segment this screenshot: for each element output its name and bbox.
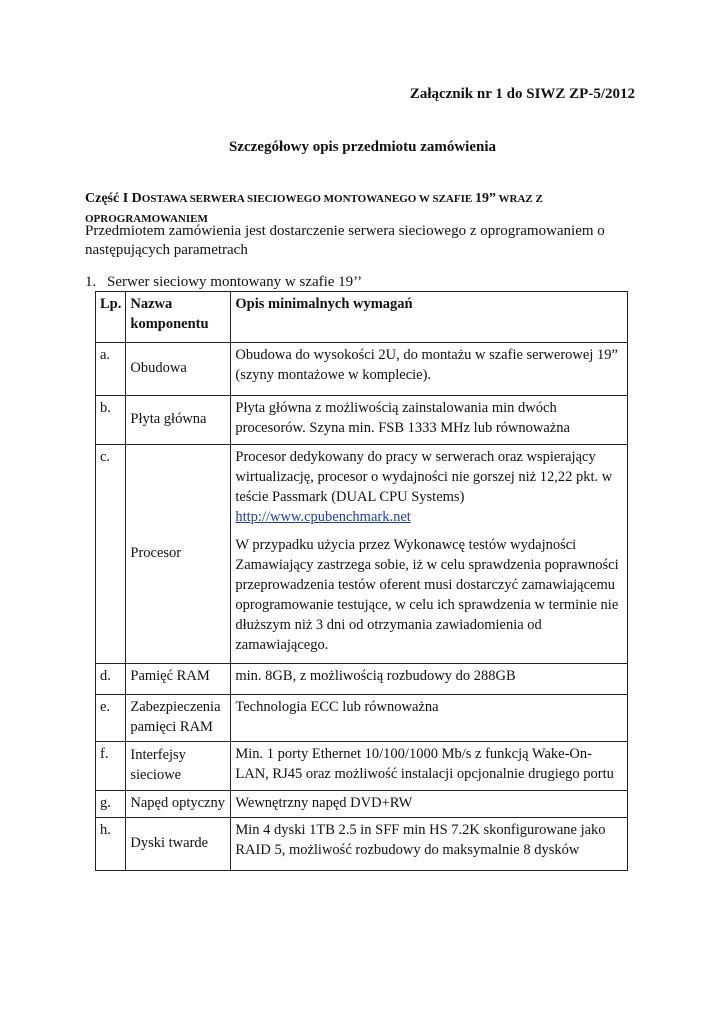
row-component: Płyta główna [126, 396, 231, 445]
spec-table [95, 291, 628, 871]
row-component: Procesor [126, 445, 231, 664]
row-lp: b. [96, 396, 126, 445]
row-lp: g. [96, 791, 126, 818]
table-row [96, 396, 628, 445]
row-lp: h. [96, 818, 126, 871]
row-lp: d. [96, 664, 126, 695]
list-item-number: 1. [85, 274, 97, 290]
part-heading-text-1: OSTAWA SERWERA SIECIOWEGO MONTOWANEGO W SZAFIE [141, 193, 475, 205]
processor-requirement-text: Procesor dedykowany do pracy w serwerach oraz wspierający wirtualizację, procesor o wydajności nie gorszej niż 12,22 pkt. w teście Passmark (DUAL CPU Systems) [235, 449, 613, 505]
list-item-1 [85, 273, 362, 292]
row-requirement: Obudowa do wysokości 2U, do montażu w szafie serwerowej 19” (szyny montażowe w komplecie). [231, 343, 628, 396]
row-component: Pamięć RAM [126, 664, 231, 695]
table-row [96, 343, 628, 396]
part-heading-initial: D [131, 191, 142, 206]
row-lp: c. [96, 445, 126, 664]
table-row [96, 445, 628, 664]
part-heading-lead: Część I [85, 191, 132, 206]
row-lp: e. [96, 695, 126, 742]
row-component: Zabezpieczenia pamięci RAM [126, 695, 231, 742]
row-lp: a. [96, 343, 126, 396]
row-requirement: Wewnętrzny napęd DVD+RW [231, 791, 628, 818]
list-item-text: Serwer sieciowy montowany w szafie 19’’ [107, 274, 363, 290]
table-row [96, 695, 628, 742]
table-header-row [96, 292, 628, 343]
intro-paragraph: Przedmiotem zamówienia jest dostarczenie serwera sieciowego z oprogramowaniem o następujących parametrach [85, 223, 605, 258]
attachment-label: Załącznik nr 1 do SIWZ ZP-5/2012 [409, 86, 635, 102]
row-component: Obudowa [126, 343, 231, 396]
row-component: Dyski twarde [126, 818, 231, 871]
part-heading-text-2: WRAZ Z OPROGRAMOWANIEM [85, 193, 543, 225]
row-requirement: Min 4 dyski 1TB 2.5 in SFF min HS 7.2K skonfigurowane jako RAID 5, możliwość rozbudowy do maksymalnie 8 dysków [231, 818, 628, 871]
table-row [96, 742, 628, 791]
table-row [96, 664, 628, 695]
document-title: Szczegółowy opis przedmiotu zamówienia [228, 139, 497, 155]
header-component-name: Nazwa komponentu [126, 292, 231, 343]
table-row [96, 818, 628, 871]
row-requirement [231, 445, 628, 664]
row-lp: f. [96, 742, 126, 791]
row-requirement: min. 8GB, z możliwością rozbudowy do 288GB [231, 664, 628, 695]
row-requirement: Min. 1 porty Ethernet 10/100/1000 Mb/s z funkcją Wake-On-LAN, RJ45 oraz możliwość instalacji opcjonalnie drugiego portu [231, 742, 628, 791]
header-lp: Lp. [96, 292, 126, 343]
cpubenchmark-link[interactable]: http://www.cpubenchmark.net [235, 509, 411, 525]
row-requirement: Płyta główna z możliwością zainstalowania min dwóch procesorów. Szyna min. FSB 1333 MHz lub równoważna [231, 396, 628, 445]
row-requirement: Technologia ECC lub równoważna [231, 695, 628, 742]
part-heading-size: 19” [474, 191, 496, 206]
table-row [96, 791, 628, 818]
row-component: Interfejsy sieciowe [126, 742, 231, 791]
row-component: Napęd optyczny [126, 791, 231, 818]
processor-testing-note: W przypadku użycia przez Wykonawcę testów wydajności Zamawiający zastrzega sobie, iż w celu sprawdzenia poprawności przeprowadzenia testów oferent musi dostarczyć zamawiającemu oprogramowanie testujące, w celu ich sprawdzenia w terminie nie dłuższym niż 3 dni od otrzymania zawiadomienia od zamawiającego. [235, 537, 619, 653]
header-requirements: Opis minimalnych wymagań [231, 292, 628, 343]
